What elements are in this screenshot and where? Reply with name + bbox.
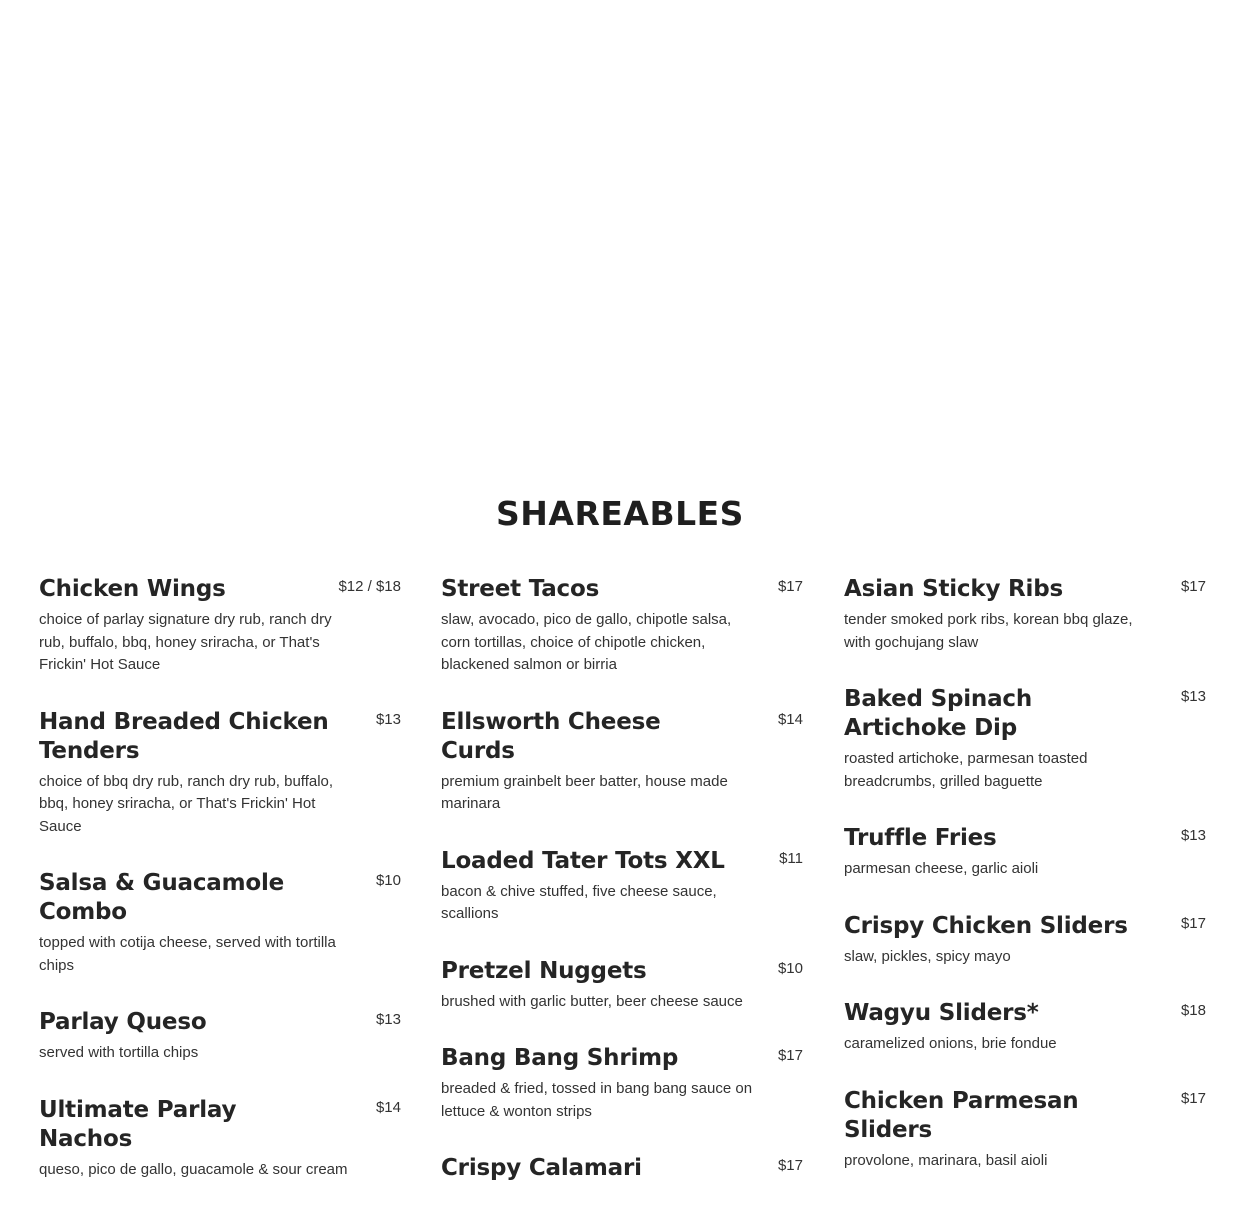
menu-item-header [39,1008,401,1037]
menu-item-price: $17 [1180,914,1206,932]
menu-item-description: tender smoked pork ribs, korean bbq glaze, with gochujang slaw [844,611,1133,651]
menu-item-price: $13 [1180,827,1206,844]
menu-item-description: bacon & chive stuffed, five cheese sauce, scallions [441,882,717,922]
menu-item-description: choice of bbq dry rub, ranch dry rub, buffalo, bbq, honey sriracha, or That's Frickin' Hot Sauce [39,772,334,835]
menu-item-name: Truffle Fries [844,825,997,851]
menu-item-description: premium grainbelt beer batter, house made marinara [441,772,728,812]
menu-item-header [441,847,803,876]
menu-item [441,575,803,677]
menu-column-1 [39,575,401,1212]
menu-item-price: $14 [777,710,803,728]
menu-item-price: $11 [779,849,803,867]
menu-item-header [441,1044,803,1073]
menu-item [441,1044,803,1123]
menu-item-description: provolone, marinara, basil aioli [844,1151,1048,1169]
menu-item-price: $10 [777,959,803,977]
menu-item-description: parmesan cheese, garlic aioli [844,860,1039,877]
menu-item [39,575,401,677]
menu-item-name: Ultimate Parlay Nachos [39,1096,237,1152]
menu-item [441,708,803,816]
menu-item-name: Hand Breaded Chicken Tenders [39,708,329,764]
menu-item-name: Bang Bang Shrimp [441,1045,679,1071]
menu-item-description: breaded & fried, tossed in bang bang sauce on lettuce & wonton strips [441,1080,753,1120]
menu-item-name: Salsa & Guacamole Combo [39,870,285,925]
menu-item-description: slaw, avocado, pico de gallo, chipotle salsa, corn tortillas, choice of chipotle chicken, blackened salmon or birria [441,611,732,673]
section-title: SHAREABLES [496,494,744,533]
menu-item-name: Ellsworth Cheese Curds [441,708,661,764]
menu-item-price: $10 [375,872,401,889]
menu-item-header [844,1087,1206,1145]
menu-item [39,1008,401,1065]
menu-item-header [441,575,803,604]
menu-item [844,1087,1206,1173]
menu-item-header [844,999,1206,1028]
menu-item-description: choice of parlay signature dry rub, ranch dry rub, buffalo, bbq, honey sriracha, or That's Frickin' Hot Sauce [39,611,332,673]
menu-item [844,824,1206,881]
menu-item-name: Chicken Parmesan Sliders [844,1087,1079,1143]
menu-item-price: $12 / $18 [338,578,401,595]
menu-item [844,999,1206,1056]
menu-item [39,869,401,977]
menu-item-name: Pretzel Nuggets [441,957,647,984]
menu-item-price: $18 [1180,1002,1206,1019]
menu-item [39,1096,401,1182]
menu-item [844,685,1206,793]
menu-item-price: $17 [777,1157,803,1174]
menu-item-name: Wagyu Sliders* [844,1000,1039,1026]
menu-item-price: $14 [375,1098,401,1116]
menu-item-description: brushed with garlic butter, beer cheese sauce [441,992,743,1010]
menu-item-name: Crispy Calamari [441,1155,642,1181]
menu-item-name: Loaded Tater Tots XXL [441,847,725,874]
menu-item-header [39,1096,401,1154]
menu-item [441,1154,803,1183]
menu-item-price: $13 [1180,688,1206,705]
menu-item-header [844,575,1206,604]
menu-item-name: Baked Spinach Artichoke Dip [844,686,1033,741]
menu-item-description: topped with cotija cheese, served with tortilla chips [39,934,336,974]
menu-item-name: Street Tacos [441,576,600,602]
menu-item-name: Asian Sticky Ribs [844,576,1063,602]
menu-item [441,847,803,926]
menu-item-header [844,912,1206,941]
menu-item-header [39,869,401,927]
menu-item-price: $17 [1180,578,1206,595]
menu-item-header [844,685,1206,743]
menu-column-2 [441,575,803,1214]
menu-item-header [39,575,401,604]
menu-item-price: $17 [777,1047,803,1064]
menu-item-name: Parlay Queso [39,1009,207,1035]
menu-item-header [39,708,401,766]
menu-item [39,708,401,839]
menu-item [844,575,1206,654]
menu-item-header [441,957,803,986]
menu-item [844,912,1206,969]
menu-item-header [441,708,803,766]
menu-item-price: $17 [777,578,803,595]
menu-item-description: slaw, pickles, spicy mayo [844,947,1011,965]
menu-item-description: caramelized onions, brie fondue [844,1035,1057,1052]
menu-item [441,957,803,1014]
menu-item-description: queso, pico de gallo, guacamole & sour cream [39,1160,348,1178]
menu-item-price: $17 [1180,1089,1206,1107]
menu-column-3 [844,575,1206,1203]
menu-item-header [844,824,1206,853]
menu-item-name: Crispy Chicken Sliders [844,912,1128,939]
menu-item-description: roasted artichoke, parmesan toasted breadcrumbs, grilled baguette [844,750,1088,790]
menu-item-price: $13 [375,1011,401,1028]
menu-item-price: $13 [375,710,401,728]
menu-item-header [441,1154,803,1183]
menu-item-description: served with tortilla chips [39,1044,199,1061]
menu-item-name: Chicken Wings [39,576,226,602]
